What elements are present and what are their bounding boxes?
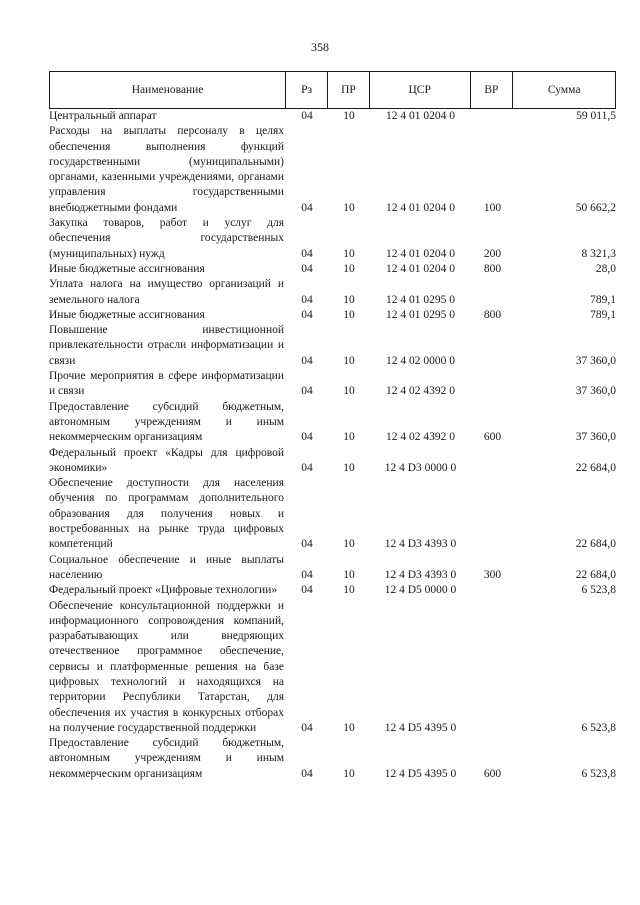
row-vr: [471, 323, 514, 369]
row-rz: 04: [301, 385, 313, 398]
row-pr: 10: [343, 110, 355, 122]
header-vr: ВР: [471, 72, 514, 108]
header-rz: Рз: [286, 72, 328, 108]
header-sum: Сумма: [547, 84, 581, 96]
row-sum: 22 684,0: [575, 538, 616, 551]
table-row: [49, 476, 616, 552]
table-row: [49, 124, 616, 216]
table-row: [49, 400, 616, 446]
row-rz: 04: [301, 293, 313, 306]
row-sum: 37 360,0: [575, 385, 616, 398]
row-name: Предоставление субсидий бюджетным, автономным учреждениям и иным некоммерческим организациям: [49, 737, 284, 780]
row-pr: 10: [343, 293, 355, 306]
row-csr: 12 4 02 0000 0: [386, 354, 455, 367]
row-sum: 6 523,8: [581, 584, 616, 597]
table-row: [49, 277, 616, 308]
row-pr: 10: [343, 262, 355, 275]
row-sum: 22 684,0: [575, 568, 616, 581]
row-csr: 12 4 01 0204 0: [386, 262, 455, 275]
row-vr: 800: [483, 308, 502, 321]
row-csr: 12 4 D3 0000 0: [384, 461, 457, 474]
row-sum: 50 662,2: [575, 201, 616, 214]
table-row: [49, 446, 616, 477]
row-rz: 04: [301, 538, 313, 551]
row-name: Иные бюджетные ассигнования: [49, 262, 205, 275]
row-vr: [471, 476, 514, 552]
row-sum: 8 321,3: [581, 247, 616, 260]
row-vr: [471, 109, 514, 124]
table-row: [49, 583, 616, 598]
table-row: [49, 216, 616, 262]
table-row: [49, 308, 616, 323]
row-csr: 12 4 D5 4395 0: [384, 721, 457, 734]
row-vr: [471, 369, 514, 400]
row-rz: 04: [301, 262, 313, 275]
row-rz: 04: [301, 431, 313, 444]
row-sum: 59 011,5: [576, 110, 616, 122]
row-vr: [471, 277, 514, 308]
row-name: Центральный аппарат: [49, 110, 157, 122]
row-pr: 10: [343, 568, 355, 581]
header-csr: ЦСР: [370, 72, 471, 108]
row-csr: 12 4 02 4392 0: [386, 385, 455, 398]
row-pr: 10: [343, 431, 355, 444]
row-csr: 12 4 01 0295 0: [386, 293, 455, 306]
row-name: Обеспечение консультационной поддержки и информационного сопровождения компаний, разрабатывающих или внедряющих отечественное программное обеспечение, сервисы и платформенные решения на базе цифровых технологий и находящихся на территории Республики Татарстан, для обеспечения их участия в конкурсных отборах на получение государственной поддержки: [49, 599, 284, 734]
row-vr: [471, 583, 514, 598]
row-rz: 04: [301, 767, 313, 780]
row-vr: 800: [483, 262, 502, 275]
row-vr: 600: [483, 767, 502, 780]
table-row: [49, 553, 616, 584]
row-rz: 04: [301, 461, 313, 474]
row-csr: 12 4 01 0204 0: [386, 110, 455, 122]
table-row: [49, 599, 616, 737]
row-pr: 10: [343, 354, 355, 367]
row-sum: 22 684,0: [575, 461, 616, 474]
row-rz: 04: [301, 201, 313, 214]
row-name: Федеральный проект «Кадры для цифровой экономики»: [49, 446, 284, 474]
row-name: Уплата налога на имущество организаций и земельного налога: [49, 278, 284, 306]
page-number: 358: [311, 40, 329, 54]
row-vr: [471, 446, 514, 477]
row-name: Прочие мероприятия в сфере информатизации и связи: [49, 370, 284, 398]
row-csr: 12 4 D3 4393 0: [384, 568, 457, 581]
row-csr: 12 4 01 0295 0: [386, 308, 455, 321]
row-name: Расходы на выплаты персоналу в целях обеспечения выполнения функций государственными (муниципальными) органами, казенными учреждениями, органами управления государственными внебюджетными фондами: [49, 125, 284, 214]
row-rz: 04: [301, 354, 313, 367]
row-rz: 04: [301, 584, 313, 597]
row-pr: 10: [343, 201, 355, 214]
row-sum: 789,1: [590, 293, 616, 306]
row-vr: 100: [483, 201, 502, 214]
row-rz: 04: [301, 721, 313, 734]
row-pr: 10: [343, 461, 355, 474]
row-name: Социальное обеспечение и иные выплаты населению: [49, 553, 284, 581]
row-vr: 600: [483, 431, 502, 444]
table-row: [49, 262, 616, 277]
row-csr: 12 4 D5 0000 0: [384, 584, 457, 597]
row-sum: 37 360,0: [575, 354, 616, 367]
row-pr: 10: [343, 385, 355, 398]
row-name: Повышение инвестиционной привлекательности отрасли информатизации и связи: [49, 324, 284, 367]
row-csr: 12 4 01 0204 0: [386, 201, 455, 214]
row-name: Иные бюджетные ассигнования: [49, 308, 205, 321]
row-sum: 6 523,8: [581, 767, 616, 780]
row-csr: 12 4 D5 4395 0: [384, 767, 457, 780]
row-rz: 04: [301, 568, 313, 581]
row-name: Предоставление субсидий бюджетным, автономным учреждениям и иным некоммерческим организациям: [49, 400, 284, 444]
row-rz: 04: [301, 247, 313, 260]
row-sum: 28,0: [595, 262, 616, 275]
row-name: Обеспечение доступности для населения обучения по программам дополнительного образования для получения новых и востребованных на рынке труда цифровых компетенций: [49, 477, 284, 551]
table-row: [49, 109, 616, 124]
row-name: Федеральный проект «Цифровые технологии»: [49, 584, 278, 597]
table-row: [49, 323, 616, 369]
table-header: [49, 71, 616, 109]
row-pr: 10: [343, 584, 355, 597]
row-pr: 10: [343, 308, 355, 321]
row-vr: 200: [483, 247, 502, 260]
row-csr: 12 4 01 0204 0: [386, 247, 455, 260]
budget-table: [49, 71, 616, 782]
row-sum: 6 523,8: [581, 721, 616, 734]
row-sum: 37 360,0: [575, 431, 616, 444]
row-pr: 10: [343, 247, 355, 260]
row-pr: 10: [343, 538, 355, 551]
row-csr: 12 4 02 4392 0: [386, 431, 455, 444]
row-csr: 12 4 D3 4393 0: [384, 538, 457, 551]
row-rz: 04: [301, 110, 313, 122]
header-pr: ПР: [328, 72, 370, 108]
row-sum: 789,1: [590, 308, 616, 321]
row-vr: 300: [483, 568, 502, 581]
row-rz: 04: [301, 308, 313, 321]
table-row: [49, 736, 616, 782]
row-pr: 10: [343, 767, 355, 780]
row-vr: [471, 599, 514, 737]
table-row: [49, 369, 616, 400]
table-body: [49, 109, 616, 782]
row-pr: 10: [343, 721, 355, 734]
header-name: Наименование: [50, 72, 286, 108]
row-name: Закупка товаров, работ и услуг для обеспечения государственных (муниципальных) нужд: [49, 217, 284, 260]
